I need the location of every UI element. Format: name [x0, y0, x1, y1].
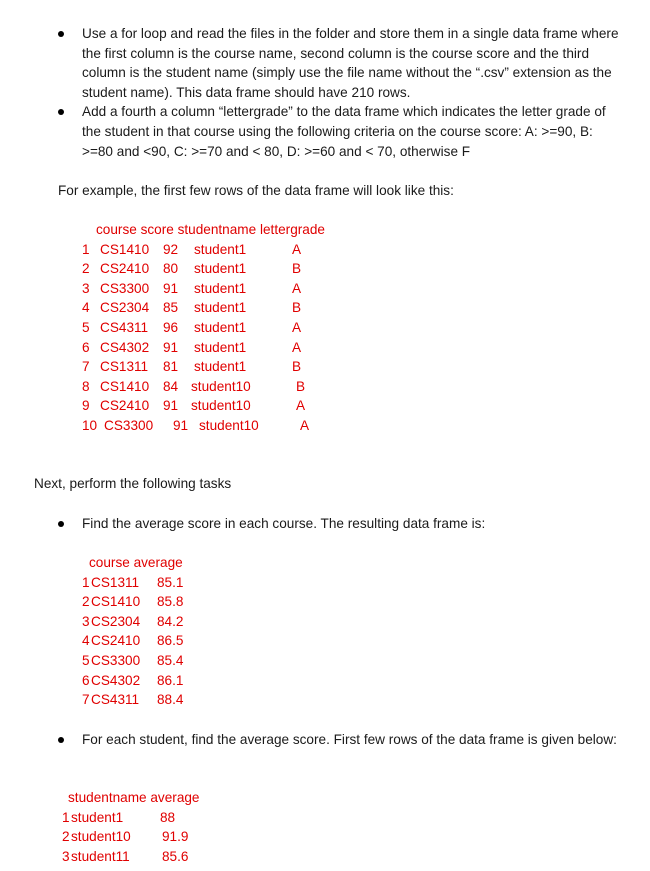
- df-cell-score: 91: [163, 398, 179, 414]
- df-cell-student: student1: [71, 809, 124, 825]
- df-row: [82, 377, 382, 397]
- df-cell-grade: A: [292, 241, 302, 257]
- df-cell-student: student1: [194, 261, 247, 277]
- df-cell-idx: 5: [82, 319, 90, 335]
- df-row: [82, 631, 282, 651]
- bullet-item-student-average: [56, 730, 626, 750]
- df-row: [82, 279, 382, 299]
- df-cell-score: 80: [163, 261, 179, 277]
- df-cell-course: CS1311: [100, 359, 149, 375]
- df-cell-course: CS3300: [91, 652, 141, 668]
- df-cell-course: CS2304: [91, 613, 141, 629]
- df-row: [82, 259, 382, 279]
- df-row: [82, 671, 282, 691]
- df-cell-course: CS2410: [100, 261, 150, 277]
- df-cell-student: student1: [194, 339, 247, 355]
- df-cell-course: CS1410: [100, 378, 150, 394]
- df-cell-idx: 1: [62, 809, 70, 825]
- df-cell-grade: B: [292, 261, 302, 277]
- df-row: [62, 847, 282, 867]
- df-header-row: [82, 553, 282, 573]
- df-header: studentname average: [68, 790, 200, 805]
- bullet-text: Add a fourth a column “lettergrade” to the data frame which indicates the letter grade of the student in that course using the following criteria on the course score: A: >=90, B: >=80 and <90, C: >=70 and < 80, D: >=60 and < 70, otherwise F: [82, 104, 606, 159]
- df-header: course score studentname lettergrade: [96, 222, 325, 237]
- df-cell-course: CS1410: [91, 594, 141, 610]
- df-cell-grade: B: [296, 378, 306, 394]
- df-cell-score: 91: [173, 417, 189, 433]
- df-cell-student: student1: [194, 359, 247, 375]
- bullet-item-read-files: [56, 24, 626, 102]
- df-cell-student: student1: [194, 319, 247, 335]
- df-row: [62, 827, 282, 847]
- df-cell-idx: 6: [82, 672, 90, 688]
- df-cell-score: 91: [163, 280, 179, 296]
- df-cell-avg: 86.1: [157, 672, 184, 688]
- df-header-row: [62, 788, 282, 808]
- df-cell-avg: 88.4: [157, 692, 184, 708]
- df-cell-course: CS4311: [100, 319, 149, 335]
- df-cell-avg: 88: [160, 809, 176, 825]
- bullet-text: Find the average score in each course. The resulting data frame is:: [82, 516, 486, 531]
- df-cell-course: CS4302: [100, 339, 150, 355]
- df-cell-idx: 7: [82, 692, 90, 708]
- bullet-icon: [58, 109, 64, 115]
- next-tasks-text: Next, perform the following tasks: [34, 476, 232, 491]
- course-average-data-frame: [82, 553, 282, 710]
- df-row: [82, 612, 282, 632]
- df-cell-grade: A: [300, 417, 310, 433]
- df-cell-idx: 2: [82, 261, 90, 277]
- df-cell-grade: A: [292, 280, 302, 296]
- df-row: [82, 298, 382, 318]
- bullet-text: For each student, find the average score. First few rows of the data frame is given below:: [82, 732, 617, 747]
- df-cell-avg: 85.1: [157, 574, 184, 590]
- df-row: [82, 592, 282, 612]
- df-cell-idx: 10: [82, 417, 98, 433]
- bullet-icon: [58, 31, 64, 37]
- df-cell-course: CS1410: [100, 241, 150, 257]
- df-row: [82, 573, 282, 593]
- df-cell-idx: 2: [82, 594, 90, 610]
- df-row: [82, 396, 382, 416]
- df-row: [82, 338, 382, 358]
- df-header-row: [82, 220, 382, 240]
- df-cell-avg: 85.8: [157, 594, 184, 610]
- df-cell-idx: 3: [62, 848, 70, 864]
- df-cell-student: student10: [191, 378, 251, 394]
- df-cell-idx: 5: [82, 652, 90, 668]
- example-data-frame: [82, 220, 382, 436]
- df-cell-avg: 85.6: [162, 848, 189, 864]
- example-intro-text: For example, the first few rows of the data frame will look like this:: [58, 183, 454, 198]
- df-cell-student: student10: [199, 417, 259, 433]
- df-row: [82, 690, 282, 710]
- df-cell-score: 91: [163, 339, 179, 355]
- student-average-data-frame: [62, 788, 282, 866]
- df-cell-avg: 84.2: [157, 613, 184, 629]
- df-cell-student: student1: [194, 241, 247, 257]
- df-cell-course: CS3300: [104, 417, 154, 433]
- df-cell-course: CS4311: [91, 692, 140, 708]
- df-cell-course: CS2410: [100, 398, 150, 414]
- bullet-item-lettergrade: [56, 102, 626, 161]
- bullet-icon: [58, 521, 64, 527]
- df-cell-idx: 3: [82, 280, 90, 296]
- df-cell-idx: 2: [62, 829, 70, 845]
- df-cell-course: CS3300: [100, 280, 150, 296]
- df-cell-course: CS4302: [91, 672, 141, 688]
- df-row: [82, 318, 382, 338]
- df-cell-student: student11: [71, 848, 130, 864]
- df-cell-avg: 86.5: [157, 633, 184, 649]
- bullet-item-course-average: [56, 514, 626, 534]
- df-cell-idx: 1: [82, 241, 90, 257]
- intro-bullet-list: [56, 24, 626, 161]
- df-row: [82, 357, 382, 377]
- bullet-text: Use a for loop and read the files in the folder and store them in a single data frame where the first column is the course name, second column is the course score and the third column is the student name (simply use the file name without the “.csv” extension as the student name). This data frame should have 210 rows.: [82, 26, 619, 100]
- df-cell-idx: 8: [82, 378, 90, 394]
- df-cell-score: 96: [163, 319, 179, 335]
- task-bullet-student-average: [56, 730, 626, 750]
- df-cell-score: 85: [163, 300, 179, 316]
- df-cell-avg: 91.9: [162, 829, 189, 845]
- df-cell-grade: A: [296, 398, 306, 414]
- df-row: [82, 416, 382, 436]
- df-cell-idx: 3: [82, 613, 90, 629]
- df-row: [82, 240, 382, 260]
- df-cell-student: student10: [71, 829, 131, 845]
- df-cell-idx: 4: [82, 300, 90, 316]
- df-cell-score: 84: [163, 378, 179, 394]
- df-cell-idx: 7: [82, 359, 90, 375]
- df-cell-idx: 1: [82, 574, 90, 590]
- df-cell-student: student1: [194, 300, 247, 316]
- df-cell-idx: 6: [82, 339, 90, 355]
- df-cell-course: CS2304: [100, 300, 150, 316]
- bullet-icon: [58, 737, 64, 743]
- df-cell-score: 92: [163, 241, 179, 257]
- df-cell-student: student10: [191, 398, 251, 414]
- df-cell-grade: B: [292, 300, 302, 316]
- df-cell-course: CS2410: [91, 633, 141, 649]
- df-header: course average: [89, 555, 183, 570]
- df-cell-grade: B: [292, 359, 302, 375]
- df-cell-idx: 9: [82, 398, 90, 414]
- df-cell-grade: A: [292, 339, 302, 355]
- df-cell-student: student1: [194, 280, 247, 296]
- df-row: [62, 808, 282, 828]
- df-cell-score: 81: [163, 359, 179, 375]
- df-cell-grade: A: [292, 319, 302, 335]
- df-cell-avg: 85.4: [157, 652, 184, 668]
- df-cell-course: CS1311: [91, 574, 140, 590]
- task-bullet-course-average: [56, 514, 626, 534]
- df-row: [82, 651, 282, 671]
- df-cell-idx: 4: [82, 633, 90, 649]
